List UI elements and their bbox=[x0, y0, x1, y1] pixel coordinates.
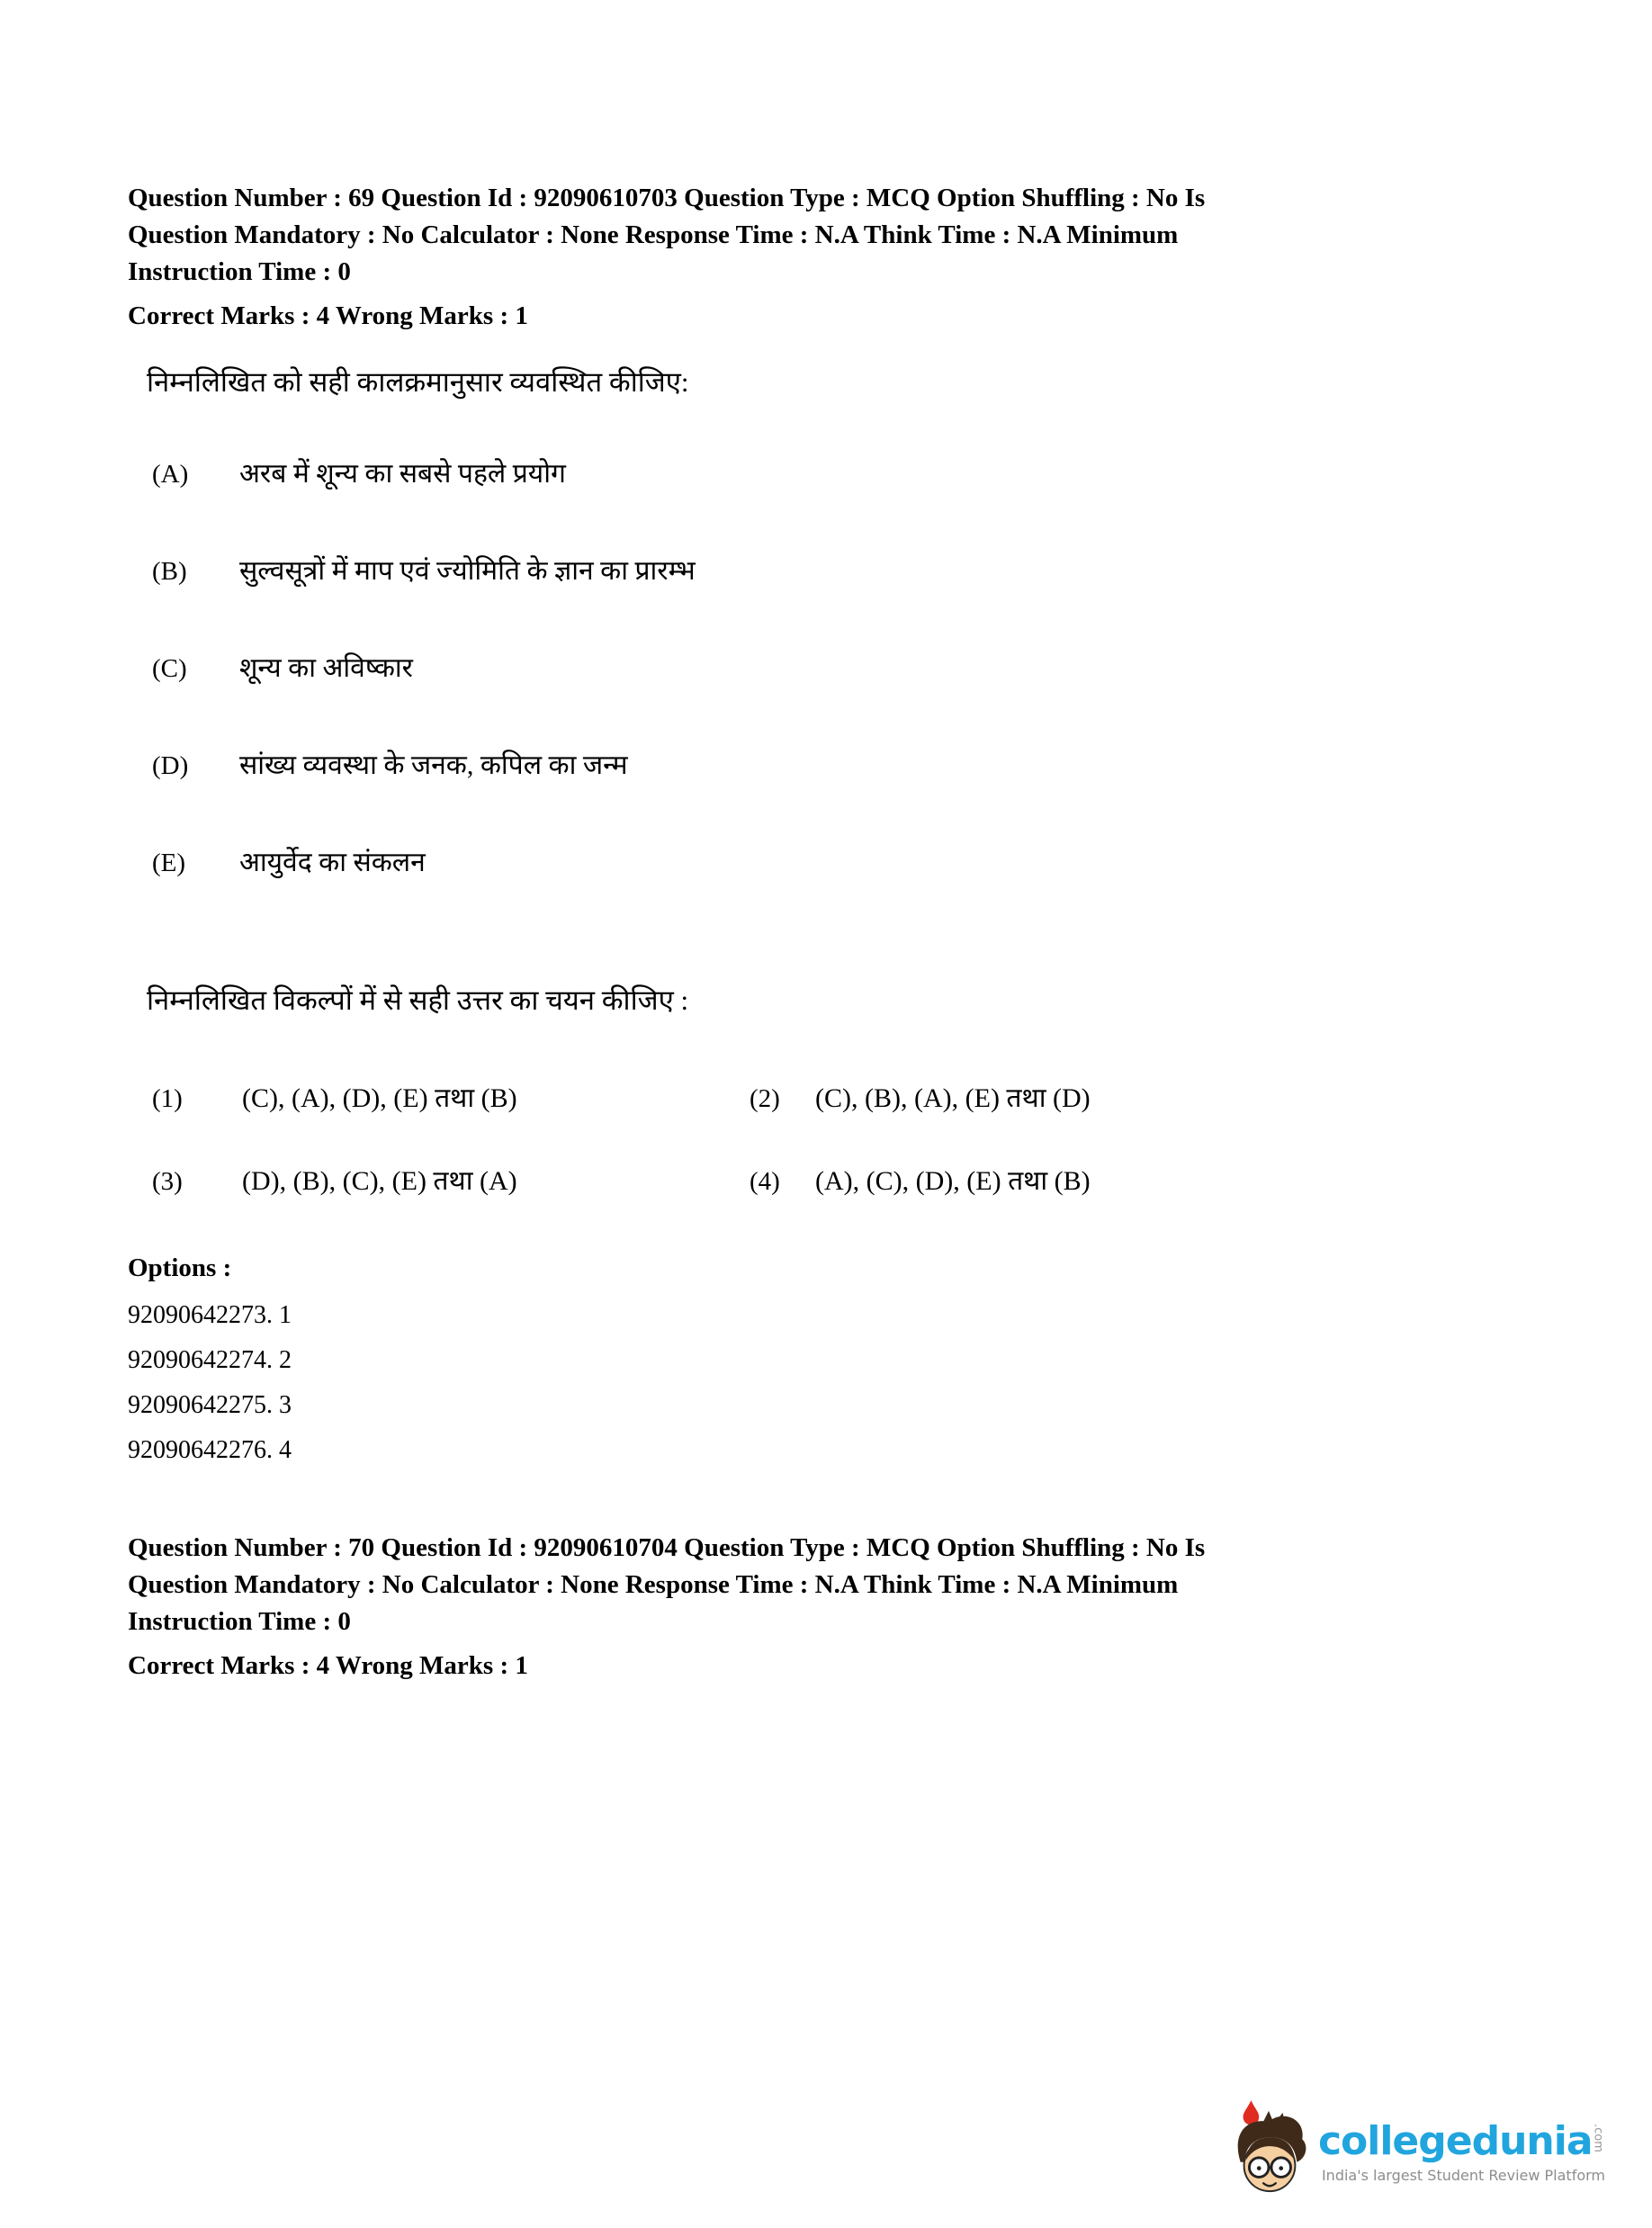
question-70-header-line-3: Instruction Time : 0 bbox=[128, 1607, 351, 1636]
brand-tagline: India's largest Student Review Platform bbox=[1321, 2166, 1605, 2184]
option-id-1: 92090642273. 1 bbox=[128, 1301, 292, 1329]
statement-c-text: शून्य का अविष्कार bbox=[239, 653, 413, 683]
statement-d-text: सांख्य व्यवस्था के जनक, कपिल का जन्म bbox=[239, 750, 628, 780]
statement-b-label: (B) bbox=[152, 557, 187, 586]
choice-1-label: (1) bbox=[152, 1084, 183, 1113]
statement-e bbox=[128, 842, 1535, 884]
red-drop-icon bbox=[1243, 2100, 1260, 2125]
statement-c bbox=[128, 648, 1535, 689]
statement-a bbox=[128, 454, 1535, 495]
question-69-header-line-3: Instruction Time : 0 bbox=[128, 257, 351, 286]
brand-name: collegedunia bbox=[1317, 2117, 1593, 2164]
statement-a-text: अरब में शून्य का सबसे पहले प्रयोग bbox=[239, 459, 566, 489]
choice-2-label: (2) bbox=[750, 1084, 780, 1113]
question-70-header bbox=[128, 1530, 1495, 1640]
question-69-statements bbox=[128, 454, 1535, 884]
choice-1-text: (C), (A), (D), (E) तथा (B) bbox=[242, 1083, 517, 1113]
question-69-header bbox=[128, 180, 1495, 291]
option-id-list bbox=[128, 1297, 1535, 1469]
question-69-header-line-2: Question Mandatory : No Calculator : None Response Time : N.A Think Time : N.A Minimum bbox=[128, 220, 1179, 249]
choice-1 bbox=[152, 1079, 750, 1118]
choice-3 bbox=[152, 1162, 750, 1201]
mascot-icon bbox=[1225, 2097, 1313, 2206]
brand-tld: .com bbox=[1591, 2123, 1605, 2152]
question-69-marks: Correct Marks : 4 Wrong Marks : 1 bbox=[128, 301, 528, 330]
options-heading: Options : bbox=[128, 1253, 232, 1282]
question-69-block bbox=[128, 180, 1535, 1469]
question-69-prompt: निम्नलिखित को सही कालक्रमानुसार व्यवस्थित कीजिए: bbox=[147, 366, 689, 398]
question-70-marks: Correct Marks : 4 Wrong Marks : 1 bbox=[128, 1651, 528, 1680]
collegedunia-logo bbox=[1225, 2097, 1605, 2206]
statement-a-label: (A) bbox=[152, 460, 189, 489]
statement-e-label: (E) bbox=[152, 849, 186, 877]
statement-d-label: (D) bbox=[152, 751, 189, 780]
choice-4-text: (A), (C), (D), (E) तथा (B) bbox=[815, 1166, 1091, 1196]
option-id-4: 92090642276. 4 bbox=[128, 1436, 292, 1464]
choice-2-text: (C), (B), (A), (E) तथा (D) bbox=[815, 1083, 1091, 1113]
choice-2 bbox=[750, 1079, 1535, 1118]
option-id-3: 92090642275. 3 bbox=[128, 1391, 292, 1419]
choice-3-text: (D), (B), (C), (E) तथा (A) bbox=[242, 1166, 517, 1196]
choice-4-label: (4) bbox=[750, 1167, 780, 1196]
statement-b bbox=[128, 551, 1535, 592]
question-69-choices bbox=[128, 1079, 1535, 1201]
statement-e-text: आयुर्वेद का संकलन bbox=[239, 848, 426, 877]
question-70-header-line-1: Question Number : 70 Question Id : 92090610704 Question Type : MCQ Option Shuffling : No Is bbox=[128, 1533, 1206, 1562]
statement-b-text: सुल्वसूत्रों में माप एवं ज्योमिति के ज्ञान का प्रारम्भ bbox=[239, 556, 696, 586]
question-70-header-line-2: Question Mandatory : No Calculator : None Response Time : N.A Think Time : N.A Minimum bbox=[128, 1570, 1179, 1599]
choice-3-label: (3) bbox=[152, 1167, 183, 1196]
statement-d bbox=[128, 745, 1535, 786]
question-69-choose-prompt: निम्नलिखित विकल्पों में से सही उत्तर का चयन कीजिए : bbox=[147, 984, 689, 1016]
statement-c-label: (C) bbox=[152, 654, 187, 683]
question-69-header-line-1: Question Number : 69 Question Id : 92090610703 Question Type : MCQ Option Shuffling : No Is bbox=[128, 184, 1206, 212]
question-70-block bbox=[128, 1530, 1535, 1684]
option-id-2: 92090642274. 2 bbox=[128, 1346, 292, 1374]
choice-4 bbox=[750, 1162, 1535, 1201]
